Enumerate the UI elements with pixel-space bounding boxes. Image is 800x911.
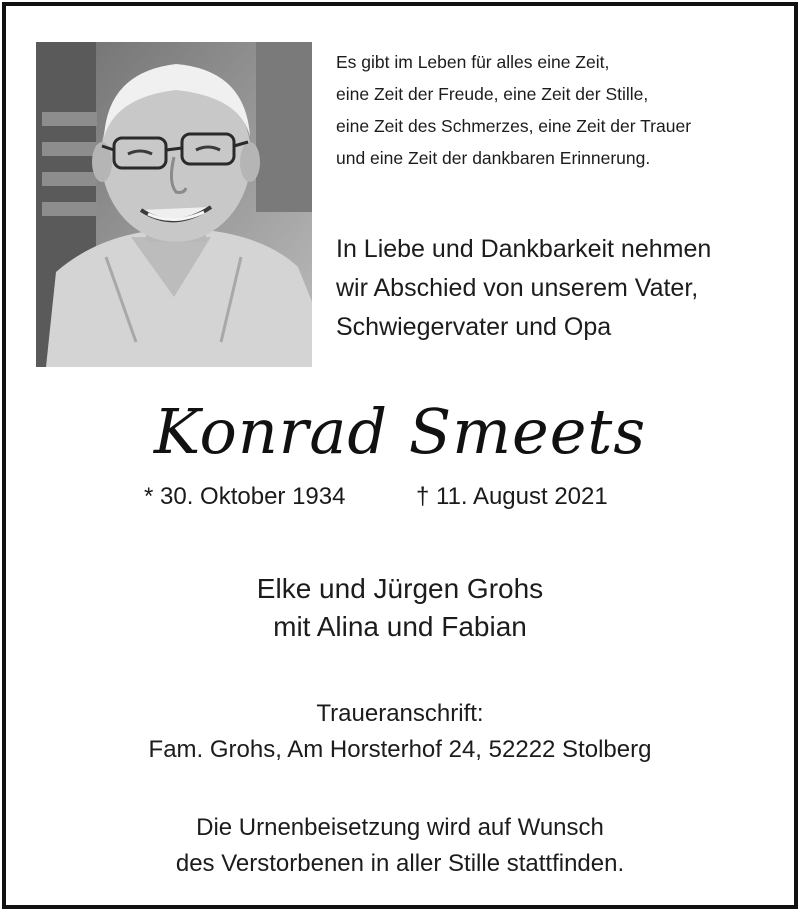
portrait-photo bbox=[36, 42, 312, 367]
family-line: mit Alina und Fabian bbox=[273, 611, 527, 642]
birth-date: * 30. Oktober 1934 bbox=[144, 483, 346, 510]
deceased-name: Konrad Smeets bbox=[153, 395, 647, 468]
address-text: Fam. Grohs, Am Horsterhof 24, 52222 Stolberg bbox=[148, 736, 652, 763]
intro-line: Schwiegervater und Opa bbox=[336, 313, 612, 341]
poem-line: Es gibt im Leben für alles eine Zeit, bbox=[336, 52, 610, 72]
burial-line: des Verstorbenen in aller Stille stattfinden. bbox=[175, 850, 625, 877]
address-label: Traueranschrift: bbox=[316, 700, 484, 727]
mourning-address bbox=[6, 696, 794, 768]
family-line: Elke und Jürgen Grohs bbox=[256, 573, 544, 604]
poem bbox=[336, 46, 776, 174]
burial-line: Die Urnenbeisetzung wird auf Wunsch bbox=[196, 814, 604, 841]
burial-notice bbox=[6, 810, 794, 882]
death-date: † 11. August 2021 bbox=[416, 483, 608, 510]
intro-line: wir Abschied von unserem Vater, bbox=[336, 274, 699, 302]
portrait-photo-icon bbox=[36, 42, 312, 367]
poem-line: und eine Zeit der dankbaren Erinnerung. bbox=[336, 148, 651, 168]
poem-line: eine Zeit der Freude, eine Zeit der Stille, bbox=[336, 84, 649, 104]
farewell-intro bbox=[336, 230, 776, 347]
poem-line: eine Zeit des Schmerzes, eine Zeit der Trauer bbox=[336, 116, 692, 136]
intro-line: In Liebe und Dankbarkeit nehmen bbox=[336, 235, 712, 263]
family-names bbox=[6, 570, 794, 646]
obituary-notice bbox=[2, 2, 798, 909]
